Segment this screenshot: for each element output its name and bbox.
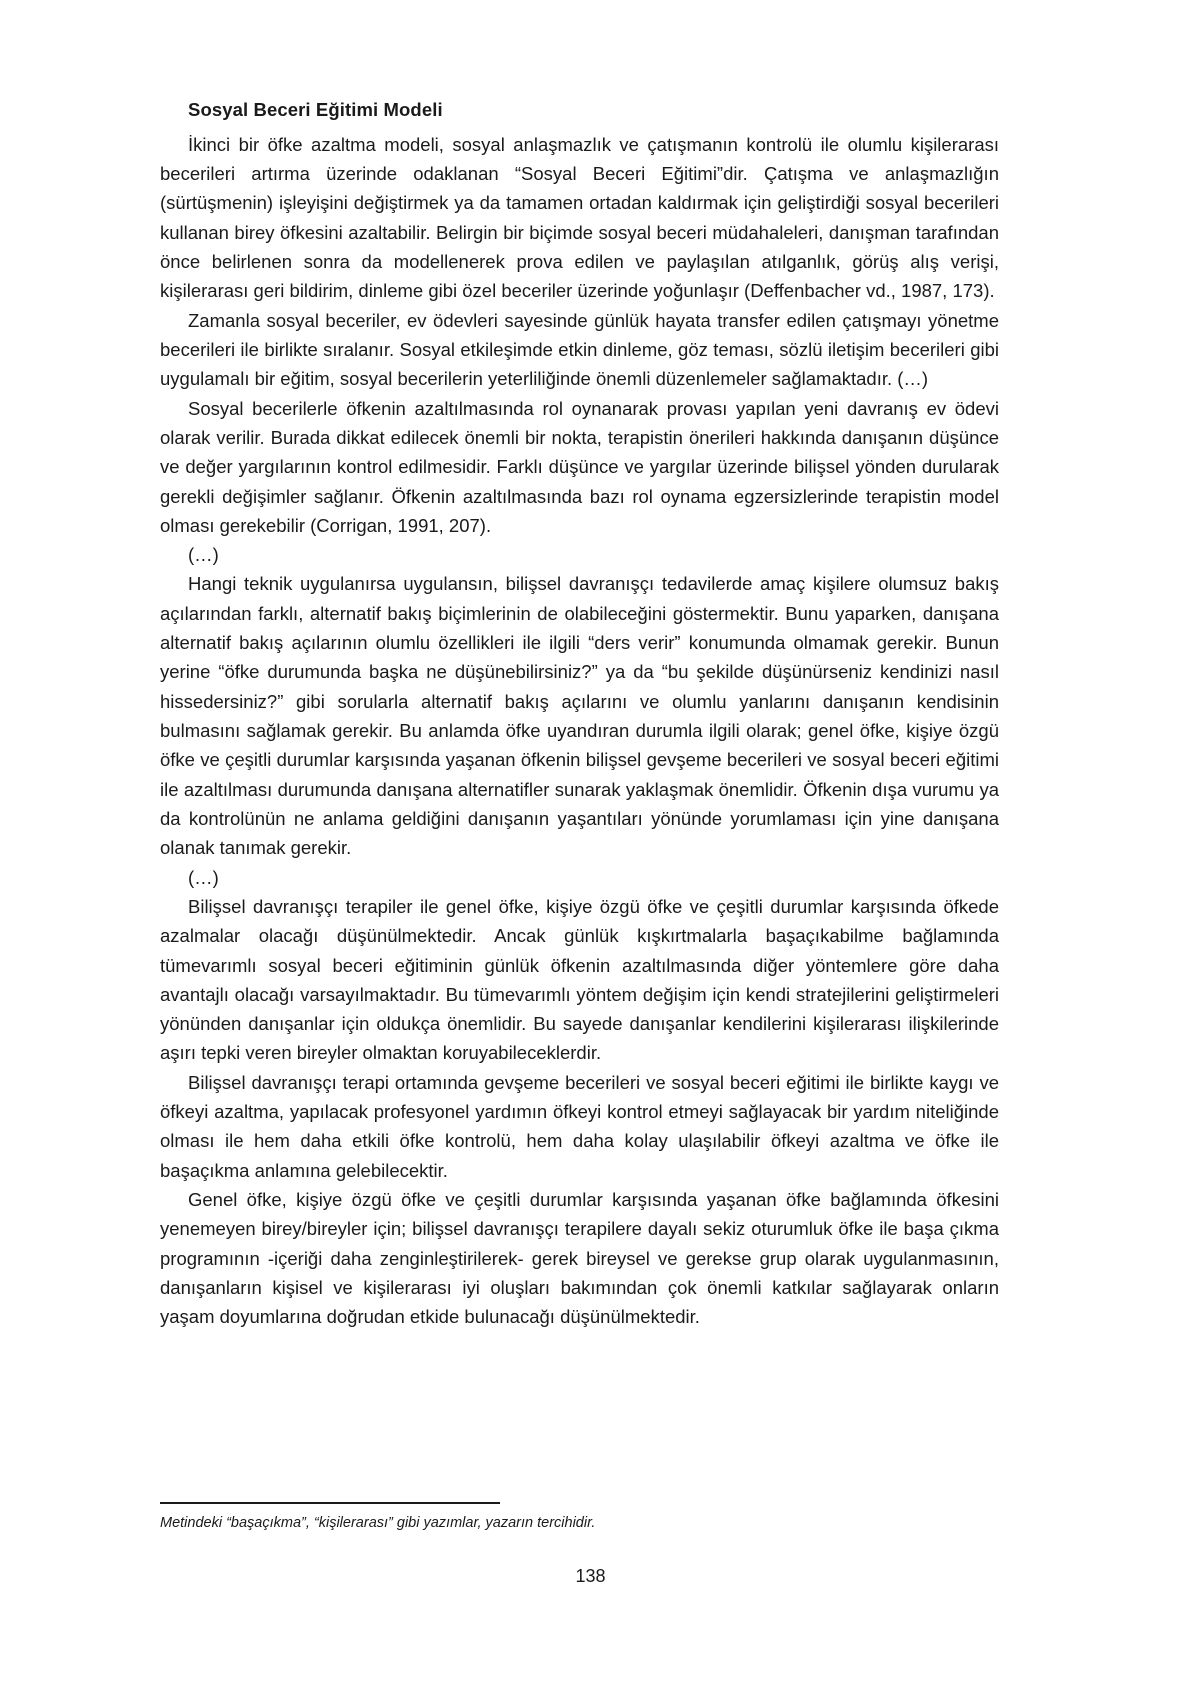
body-paragraph: Bilişsel davranışçı terapiler ile genel öfke, kişiye özgü öfke ve çeşitli durumlar karşısında öfkede azalmalar olacağı düşünülmektedir. Ancak günlük kışkırtmalarla başaçıkabilme bağlamında tümevarımlı sosyal beceri eğitiminin günlük öfkenin azaltılmasında diğer yöntemlere göre daha avantajlı olacağı varsayılmaktadır. Bu tümevarımlı yöntem değişim için kendi stratejilerini geliştirmeleri yönünden danışanlar için oldukça önemlidir. Bu sayede danışanlar kendilerini kişilerarası ilişkilerinde aşırı tepki veren bireyler olmaktan koruyabileceklerdir. <box>160 895 999 1064</box>
body-paragraph: Genel öfke, kişiye özgü öfke ve çeşitli durumlar karşısında yaşanan öfke bağlamında öfkesini yenemeyen birey/bireyler için; bilişsel davranışçı terapilere dayalı sekiz oturumluk öfke ile başa çıkma programının -içeriği daha zenginleştirilerek- gerek bireysel ve gerekse grup olarak uygulanmasının, danışanların kişisel ve kişilerarası iyi oluşları bakımından çok önemli katkılar sağlayarak onların yaşam doyumlarına doğrudan etkide bulunacağı düşünülmektedir. <box>160 1189 999 1328</box>
footnote-divider <box>160 1502 500 1504</box>
footnote-area <box>160 1502 1020 1533</box>
body-paragraph: Bilişsel davranışçı terapi ortamında gevşeme becerileri ve sosyal beceri eğitimi ile birlikte kaygı ve öfkeyi azaltma, yapılacak profesyonel yardımın öfkeyi kontrol etmeyi sağlayacak bir yardım niteliğinde olması ile hem daha etkili öfke kontrolü, hem daha kolay ulaşılabilir öfkeyi azaltma ve öfke ile başaçıkma anlamına gelebilecektir. <box>160 1071 999 1181</box>
body-paragraph: Zamanla sosyal beceriler, ev ödevleri sayesinde günlük hayata transfer edilen çatışmayı yönetme becerileri ile birlikte sıralanır. Sosyal etkileşimde etkin dinleme, göz teması, sözlü iletişim becerileri gibi uygulamalı bir eğitim, sosyal becerilerin yeterliliğinde önemli düzenlemeler sağlamaktadır. (…) <box>160 309 999 390</box>
ellipsis-marker: (…) <box>188 866 219 888</box>
body-paragraph: Hangi teknik uygulanırsa uygulansın, bilişsel davranışçı tedavilerde amaç kişilere olumsuz bakış açılarından farklı, alternatif bakış biçimlerinin de olabileceğini göstermektir. Bunu yaparken, danışana alternatif bakış açılarının olumlu özellikleri ile ilgili “ders verir” konumunda olmamak gerekir. Bunun yerine “öfke durumunda başka ne düşünebilirsiniz?” ya da “bu şekilde düşünürseniz kendinizi nasıl hissedersiniz?” gibi sorularla alternatif bakış açılarını ve olumlu yanlarını danışanın kendisinin bulmasını sağlamak gerekir. Bu anlamda öfke uyandıran durumla ilgili olarak; genel öfke, kişiye özgü öfke ve çeşitli durumlar karşısında yaşanan öfkenin bilişsel gevşeme becerileri ve sosyal beceri eğitimi ile azaltılması durumunda danışana alternatifler sunarak yaklaşmak önemlidir. Öfkenin dışa vurumu ya da kontrolünün ne anlama geldiğini danışanın yaşantıları yönünde yorumlaması için yine danışana olanak tanımak gerekir. <box>160 573 999 859</box>
footnote-text: Metindeki “başaçıkma”, “kişilerarası” gibi yazımlar, yazarın tercihidir. <box>160 1514 596 1531</box>
body-paragraph: İkinci bir öfke azaltma modeli, sosyal anlaşmazlık ve çatışmanın kontrolü ile olumlu kişilerarası becerileri artırma üzerinde odaklanan “Sosyal Beceri Eğitimi”dir. Çatışma ve anlaşmazlığın (sürtüşmenin) işleyişini değiştirmek ya da tamamen ortadan kaldırmak için geliştirdiği sosyal becerileri kullanan birey öfkesini azaltabilir. Belirgin bir biçimde sosyal beceri müdahaleleri, danışman tarafından önce belirlenen sonra da modellenerek prova edilen ve paylaşılan atılganlık, görüş alış verişi, kişilerarası geri bildirim, dinleme gibi özel beceriler üzerinde yoğunlaşır (Deffenbacher vd., 1987, 173). <box>160 133 999 302</box>
page-number: 138 <box>575 1566 606 1586</box>
ellipsis-marker: (…) <box>188 544 219 566</box>
body-paragraph: Sosyal becerilerle öfkenin azaltılmasında rol oynanarak provası yapılan yeni davranış ev ödevi olarak verilir. Burada dikkat edilecek önemli bir nokta, terapistin önerileri hakkında danışanın düşünce ve değer yargılarının kontrol edilmesidir. Farklı düşünce ve yargılar üzerinde bilişsel yönden durularak gerekli değişimler sağlanır. Öfkenin azaltılmasında bazı rol oynama egzersizlerinde terapistin model olması gerekebilir (Corrigan, 1991, 207). <box>160 397 999 536</box>
page-title: Sosyal Beceri Eğitimi Modeli <box>188 99 443 120</box>
